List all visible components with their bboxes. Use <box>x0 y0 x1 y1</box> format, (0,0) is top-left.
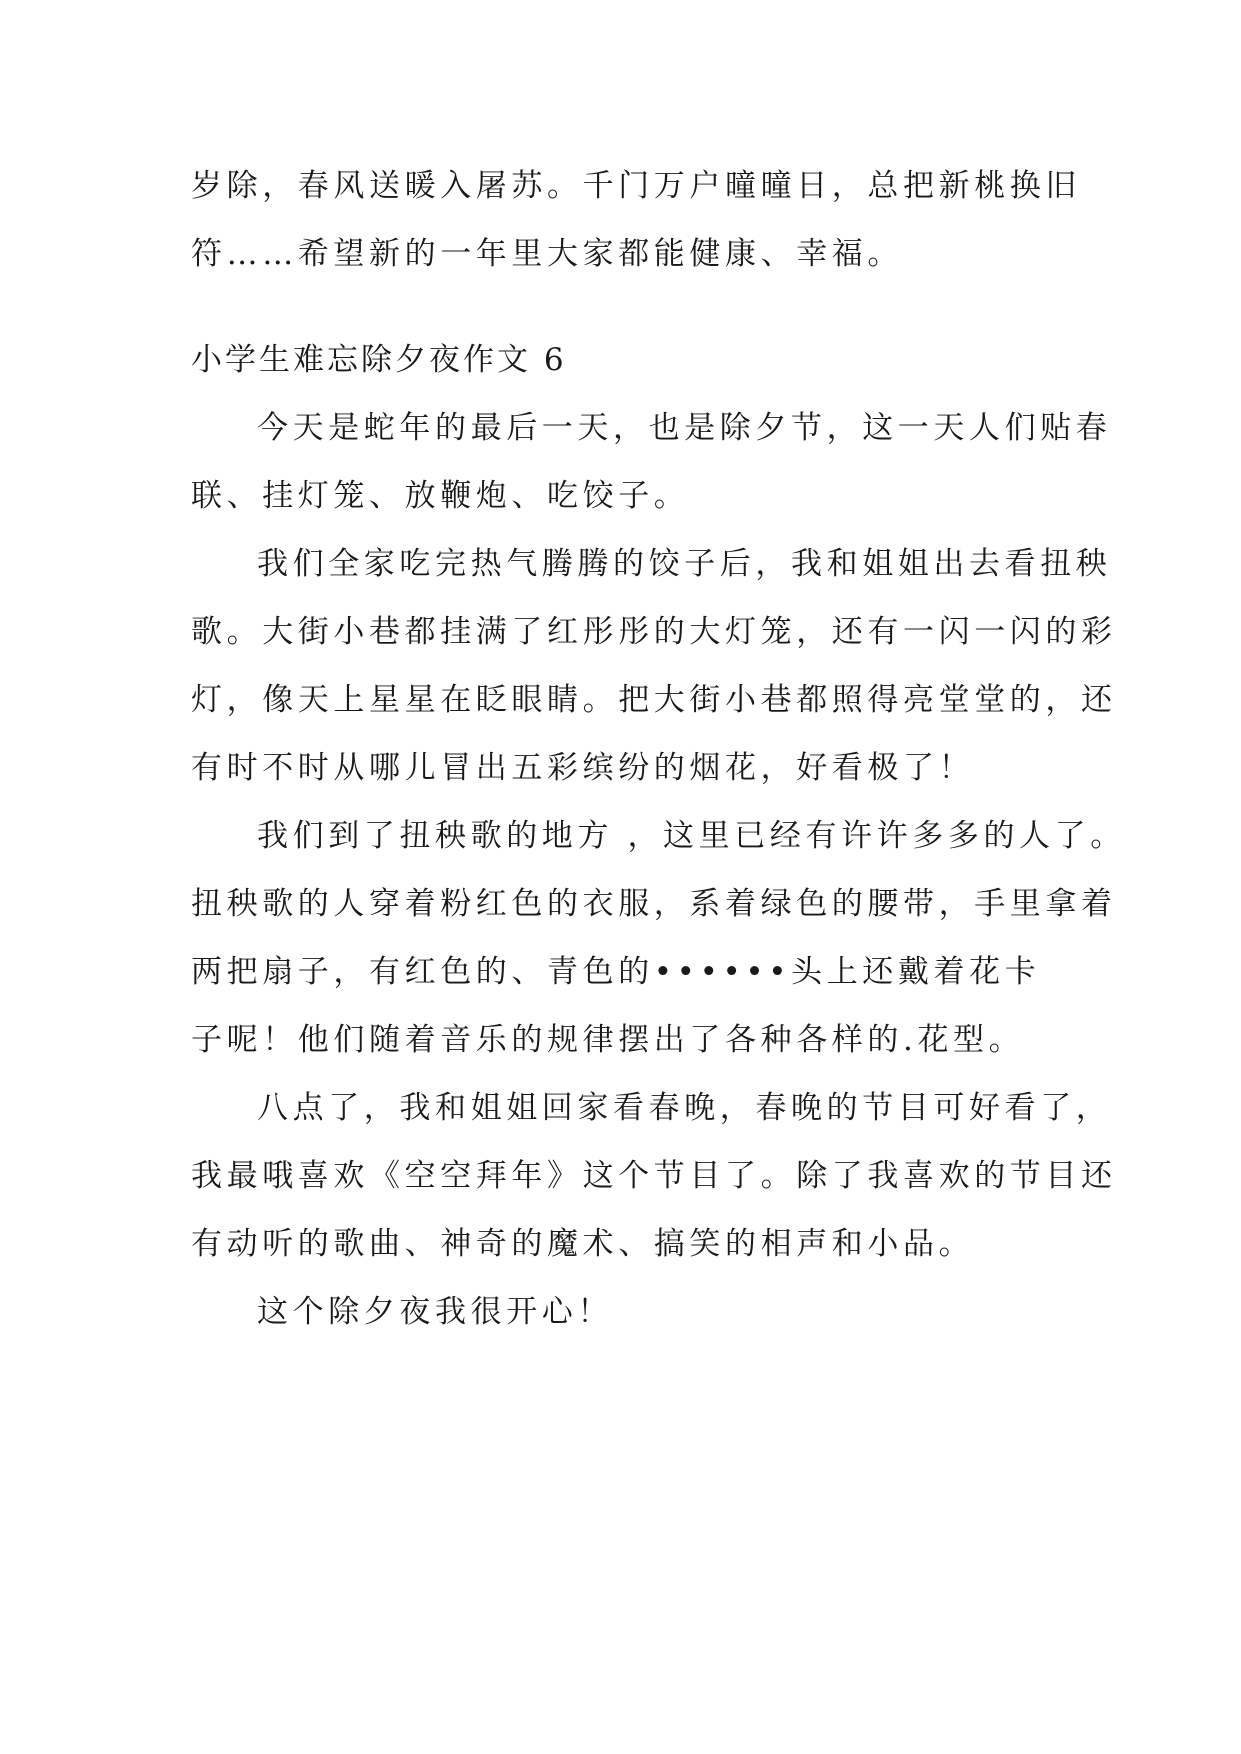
paragraph-line: 灯，像天上星星在眨眼睛。把大街小巷都照得亮堂堂的，还 <box>191 682 1117 718</box>
essay-section <box>191 326 1126 1346</box>
paragraph-line: 子呢！他们随着音乐的规律摆出了各种各样的.花型。 <box>191 1022 1025 1058</box>
paragraph-line: 联、挂灯笼、放鞭炮、吃饺子。 <box>191 478 690 514</box>
paragraph-line: 扭秧歌的人穿着粉红色的衣服，系着绿色的腰带，手里拿着 <box>191 886 1117 922</box>
paragraph-line: 我最哦喜欢《空空拜年》这个节目了。除了我喜欢的节目还 <box>191 1158 1117 1194</box>
paragraph-line: 有动听的歌曲、神奇的魔术、搞笑的相声和小品。 <box>191 1226 975 1262</box>
paragraph-line: 八点了，我和姐姐回家看春晚，春晚的节目可好看了， <box>257 1090 1112 1126</box>
essay-heading: 小学生难忘除夕夜作文 6 <box>191 342 567 378</box>
paragraph-line: 今天是蛇年的最后一天，也是除夕节，这一天人们贴春 <box>257 410 1112 446</box>
paragraph-line: 两把扇子，有红色的、青色的••••••头上还戴着花卡 <box>191 954 1041 990</box>
paragraph-line: 我们到了扭秧歌的地方 ，这里已经有许许多多的人了。 <box>257 818 1126 854</box>
text-line: 岁除，春风送暖入屠苏。千门万户曈曈日，总把新桃换旧 <box>191 168 1081 204</box>
text-line: 符……希望新的一年里大家都能健康、幸福。 <box>191 236 903 272</box>
paragraph-line: 有时不时从哪儿冒出五彩缤纷的烟花，好看极了！ <box>191 750 975 786</box>
paragraph-line: 歌。大街小巷都挂满了红彤彤的大灯笼，还有一闪一闪的彩 <box>191 614 1117 650</box>
intro-paragraph <box>191 152 1081 288</box>
paragraph-line: 这个除夕夜我很开心！ <box>257 1294 613 1330</box>
paragraph-line: 我们全家吃完热气腾腾的饺子后，我和姐姐出去看扭秧 <box>257 546 1112 582</box>
